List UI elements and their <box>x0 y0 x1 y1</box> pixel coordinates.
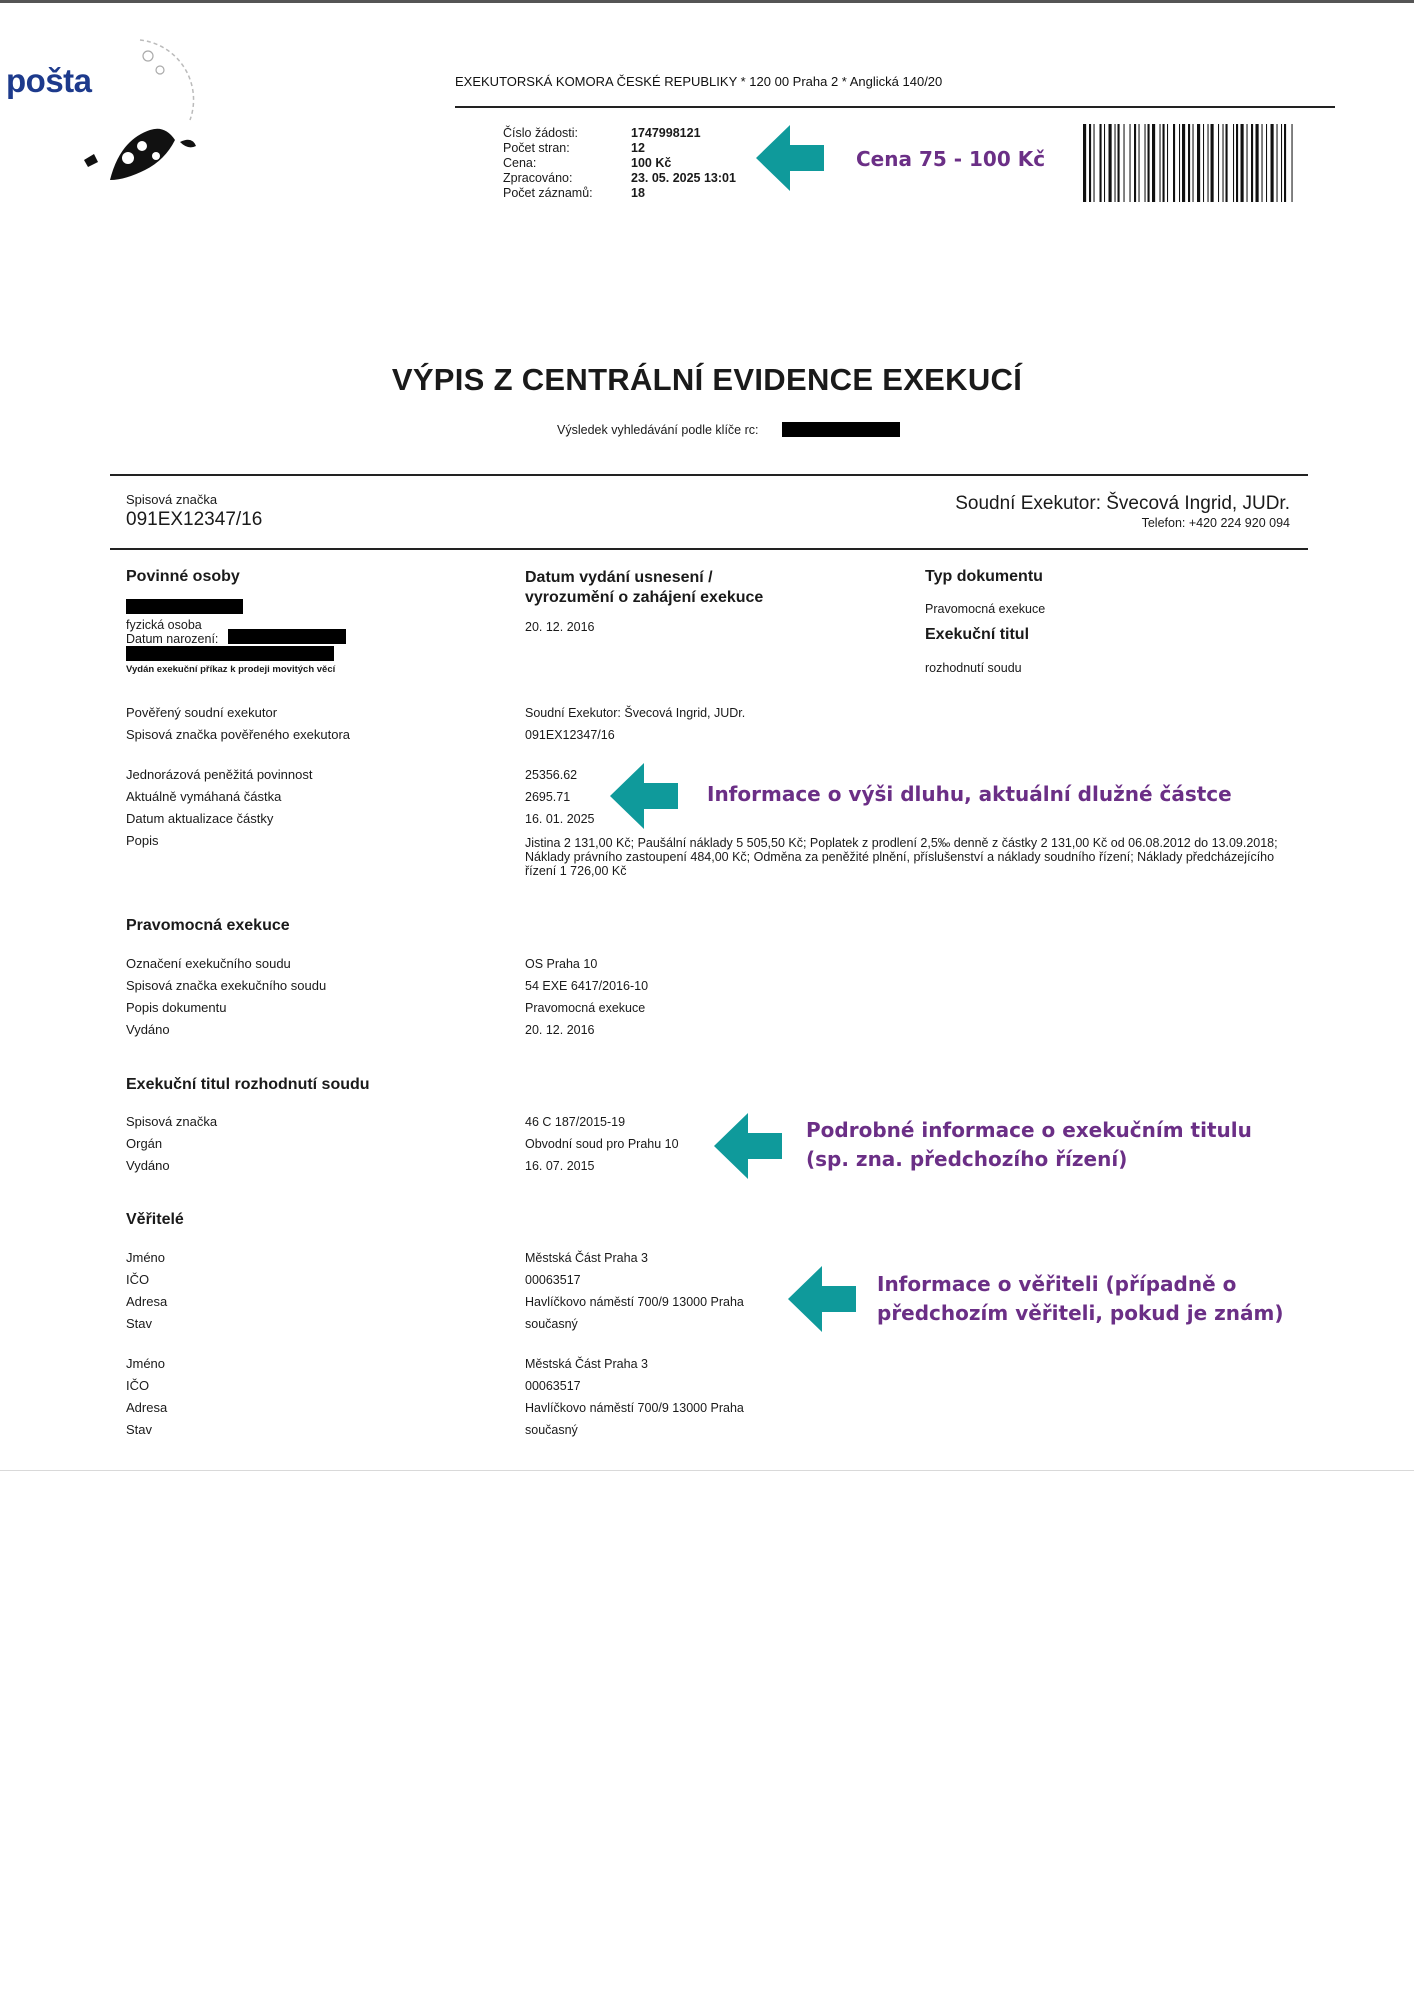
header-divider <box>455 106 1335 108</box>
file-ref-value: 091EX12347/16 <box>126 509 263 530</box>
request-meta-labels: Číslo žádosti: Počet stran: Cena: Zpracováno: Počet záznamů: <box>503 126 593 200</box>
annotation-price: Cena 75 - 100 Kč <box>856 147 1046 171</box>
issue-date: 20. 12. 2016 <box>525 620 595 634</box>
cesky-posta-postmark-icon <box>70 30 200 180</box>
document-title: VÝPIS Z CENTRÁLNÍ EVIDENCE EXEKUCÍ <box>391 362 1023 397</box>
creditor-2-labels: Jméno IČO Adresa Stav <box>126 1356 168 1437</box>
annotation-debt: Informace o výši dluhu, aktuální dlužné částce <box>707 782 1232 806</box>
amount-values: 25356.62 2695.71 16. 01. 2025 <box>525 768 595 826</box>
exec-title-value: rozhodnutí soudu <box>925 661 1022 675</box>
court-title-heading: Exekuční titul rozhodnutí soudu <box>126 1076 370 1093</box>
exec-title-heading: Exekuční titul <box>925 626 1030 643</box>
issue-heading: Datum vydání usnesení / vyrozumění o zahájení exekuce <box>525 569 764 606</box>
search-key-label: Výsledek vyhledávání podle klíče rc: <box>557 423 759 437</box>
doctype-value: Pravomocná exekuce <box>925 602 1046 616</box>
redaction-block <box>126 599 243 614</box>
barcode-icon <box>1083 124 1336 202</box>
enforcement-labels: Označení exekučního soudu Spisová značka exekučního soudu Popis dokumentu Vydáno <box>126 956 327 1037</box>
annotation-arrow-price <box>756 125 824 191</box>
file-ref-label: Spisová značka <box>126 492 218 507</box>
court-title-labels: Spisová značka Orgán Vydáno <box>126 1114 218 1173</box>
annotation-title: Podrobné informace o exekučním titulu (sp. zna. předchozího řízení) <box>806 1118 1252 1171</box>
redaction-block <box>782 422 900 437</box>
creditor-1-values: Městská Část Praha 3 00063517 Havlíčkovo náměstí 700/9 13000 Praha současný <box>525 1251 744 1331</box>
request-meta-values: 1747998121 12 100 Kč 23. 05. 2025 13:01 18 <box>631 126 736 200</box>
parties-heading: Povinné osoby <box>126 568 240 585</box>
order-note: Vydán exekuční příkaz k prodeji movitých věcí <box>126 664 336 675</box>
redaction-block <box>228 629 346 644</box>
annotation-arrow-title <box>714 1113 782 1179</box>
court-title-values: 46 C 187/2015-19 Obvodní soud pro Prahu 10 16. 07. 2015 <box>525 1115 679 1173</box>
section-divider <box>110 548 1308 550</box>
enforcement-values: OS Praha 10 54 EXE 6417/2016-10 Pravomocná exekuce 20. 12. 2016 <box>525 957 649 1037</box>
executor-phone: Telefon: +420 224 920 094 <box>1141 516 1290 530</box>
amount-labels: Jednorázová peněžitá povinnost Aktuálně vymáhaná částka Datum aktualizace částky Popis <box>126 767 313 848</box>
executor-name: Soudní Exekutor: Švecová Ingrid, JUDr. <box>955 493 1290 514</box>
creditor-2-values: Městská Část Praha 3 00063517 Havlíčkovo náměstí 700/9 13000 Praha současný <box>525 1357 744 1437</box>
enforcement-heading: Pravomocná exekuce <box>126 917 290 934</box>
posta-logo: pošta <box>6 62 92 99</box>
birth-date-label: Datum narození: <box>126 632 219 646</box>
creditor-1-labels: Jméno IČO Adresa Stav <box>126 1250 168 1331</box>
scan-edge <box>0 1470 1414 1471</box>
annotation-creditor: Informace o věřiteli (případně o předchozím věřiteli, pokud je znám) <box>877 1272 1284 1325</box>
creditors-heading: Věřitelé <box>126 1211 184 1228</box>
annotation-arrow-debt <box>610 763 678 829</box>
page-top-border <box>0 0 1414 3</box>
redaction-block <box>126 646 334 661</box>
person-type: fyzická osoba <box>126 618 202 632</box>
amount-description: Jistina 2 131,00 Kč; Paušální náklady 5 505,50 Kč; Poplatek z prodlení 2,5‰ denně z částky 2 131,00 Kč od 06.08.2012 do 13.09.2018; Náklady právního zastoupení 484,00 Kč; Odměna za peněžité plnění, příslušenství a náklady soudního řízení; Náklady předcházejícího řízení 1 726,00 Kč <box>525 836 1278 878</box>
executor-labels: Pověřený soudní exekutor Spisová značka pověřeného exekutora <box>126 705 351 742</box>
section-divider <box>110 474 1308 476</box>
executor-values: Soudní Exekutor: Švecová Ingrid, JUDr. 091EX12347/16 <box>525 706 746 742</box>
annotation-arrow-creditor <box>788 1266 856 1332</box>
chamber-address: EXEKUTORSKÁ KOMORA ČESKÉ REPUBLIKY * 120 00 Praha 2 * Anglická 140/20 <box>455 74 943 89</box>
doctype-heading: Typ dokumentu <box>925 568 1043 585</box>
